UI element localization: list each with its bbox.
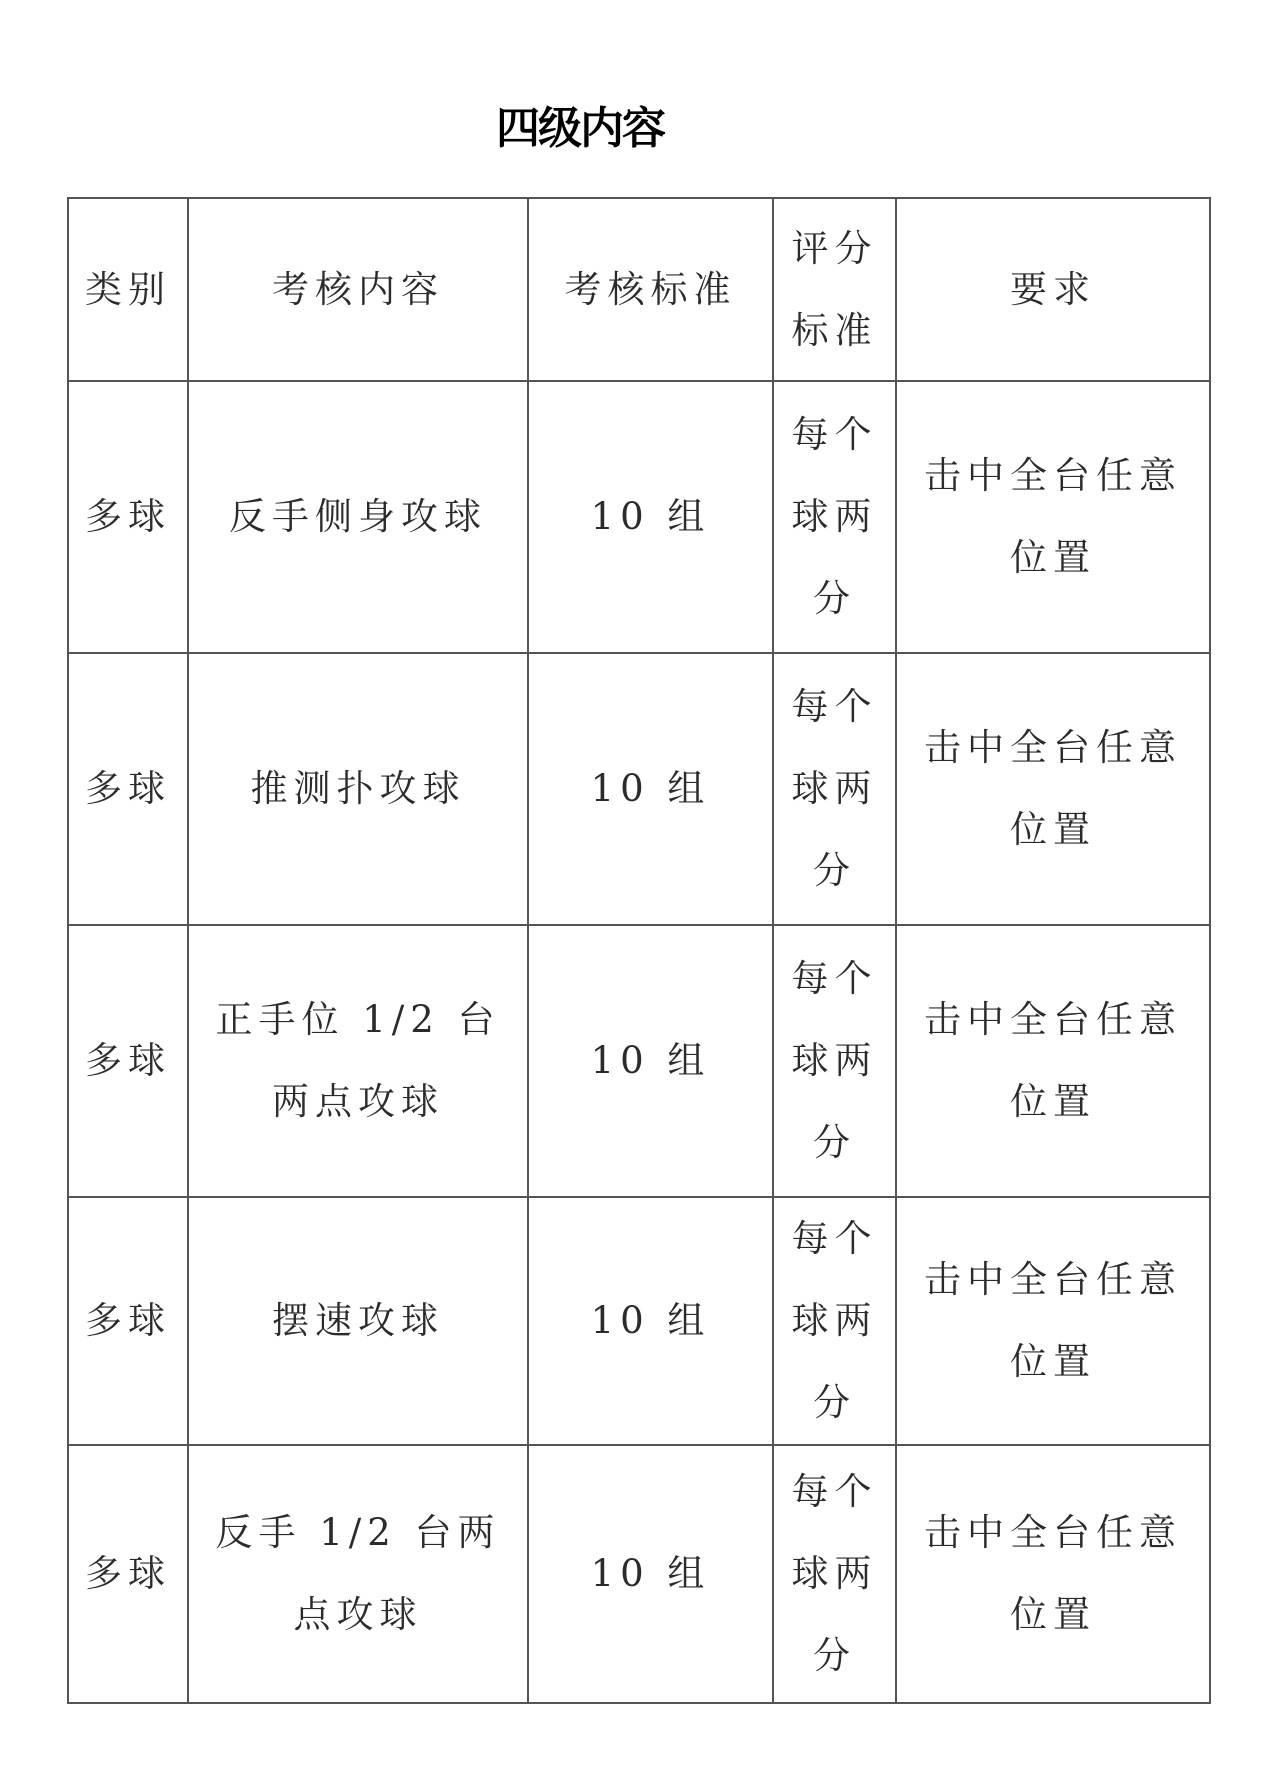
header-content: 考核内容	[188, 198, 528, 381]
header-standard: 考核标准	[528, 198, 773, 381]
scoring-cell: 每个球两分	[773, 653, 896, 925]
category-cell: 多球	[68, 1197, 188, 1445]
scoring-cell: 每个球两分	[773, 1445, 896, 1703]
table-row	[68, 1445, 1210, 1703]
standard-cell: 10 组	[528, 925, 773, 1197]
content-cell: 反手侧身攻球	[188, 381, 528, 653]
content-cell: 正手位 1/2 台两点攻球	[188, 925, 528, 1197]
table-row	[68, 925, 1210, 1197]
content-cell: 推测扑攻球	[188, 653, 528, 925]
requirement-cell: 击中全台任意位置	[896, 925, 1210, 1197]
table-row	[68, 1197, 1210, 1445]
standard-cell: 10 组	[528, 1445, 773, 1703]
requirement-cell: 击中全台任意位置	[896, 1197, 1210, 1445]
assessment-table	[67, 197, 1211, 1704]
standard-cell: 10 组	[528, 653, 773, 925]
scoring-cell: 每个球两分	[773, 925, 896, 1197]
header-category: 类别	[68, 198, 188, 381]
header-scoring: 评分标准	[773, 198, 896, 381]
requirement-cell: 击中全台任意位置	[896, 381, 1210, 653]
scoring-cell: 每个球两分	[773, 1197, 896, 1445]
table-header-row	[68, 198, 1210, 381]
content-cell: 反手 1/2 台两点攻球	[188, 1445, 528, 1703]
category-cell: 多球	[68, 653, 188, 925]
table-row	[68, 381, 1210, 653]
document-title: 四级内容	[496, 103, 664, 154]
header-requirement: 要求	[896, 198, 1210, 381]
category-cell: 多球	[68, 381, 188, 653]
category-cell: 多球	[68, 1445, 188, 1703]
table-row	[68, 653, 1210, 925]
requirement-cell: 击中全台任意位置	[896, 653, 1210, 925]
requirement-cell: 击中全台任意位置	[896, 1445, 1210, 1703]
standard-cell: 10 组	[528, 1197, 773, 1445]
content-cell: 摆速攻球	[188, 1197, 528, 1445]
standard-cell: 10 组	[528, 381, 773, 653]
scoring-cell: 每个球两分	[773, 381, 896, 653]
category-cell: 多球	[68, 925, 188, 1197]
